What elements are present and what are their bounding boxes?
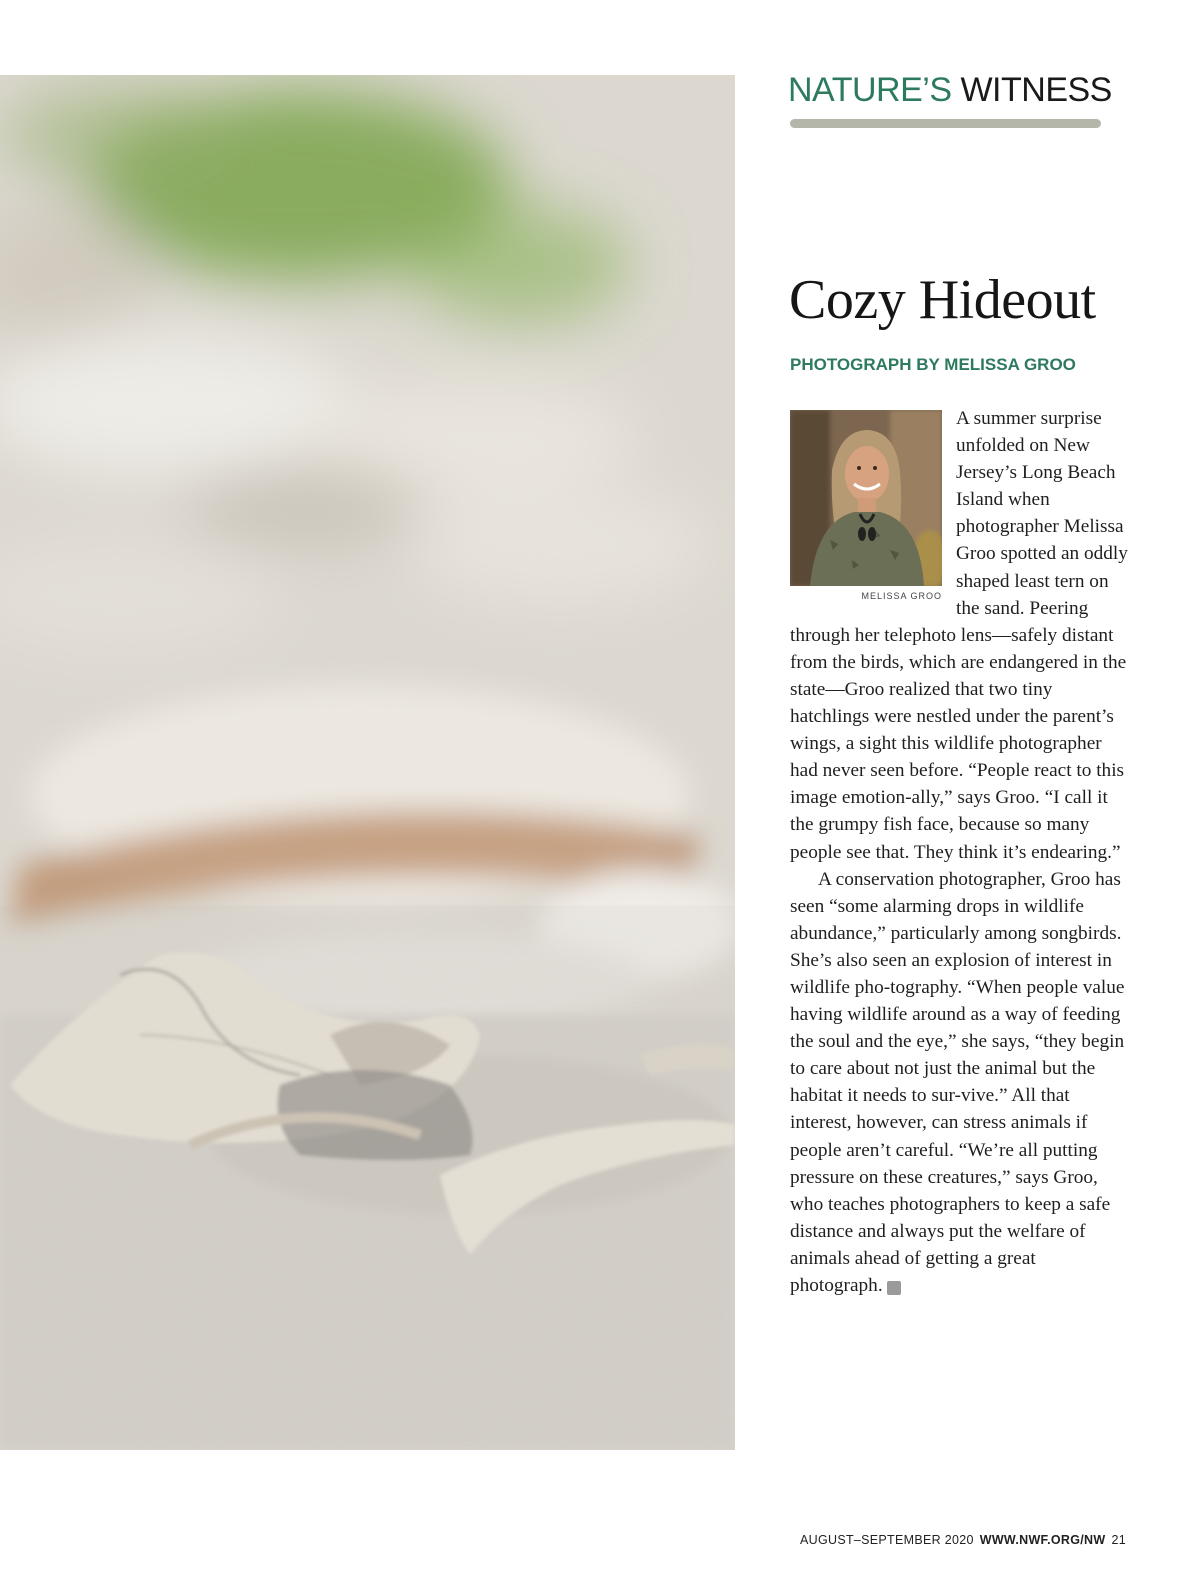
paragraph-2-wrap: [790, 866, 1130, 1300]
beach-shells-image: [0, 75, 735, 1450]
paragraph-1: A summer surprise unfolded on New Jersey’s Long Beach Island when photographer Melissa Groo spotted an oddly shaped least tern on the sand. Peering through her telephoto lens—safely distant from the birds, which are endangered in the state—Groo realized that two tiny hatchlings were nestled under the parent’s wings, a sight this wildlife photographer had never seen before. “People react to this image emotion-ally,” says Groo. “I call it the grumpy fish face, because so many people see that. They think it’s endearing.”: [790, 408, 1128, 863]
portrait-image: [790, 410, 942, 586]
end-mark-icon: W: [887, 1281, 901, 1295]
portrait-caption: MELISSA GROO: [861, 591, 942, 601]
photographer-portrait: [790, 410, 942, 602]
section-rule: [790, 119, 1101, 128]
hero-photograph: [0, 75, 735, 1450]
issue-date: AUGUST–SEPTEMBER 2020: [800, 1533, 974, 1547]
photo-byline: PHOTOGRAPH BY MELISSA GROO: [790, 355, 1076, 374]
kicker-part-2: WITNESS: [960, 71, 1112, 109]
article-body: [790, 405, 1130, 1299]
page-number: 21: [1111, 1533, 1126, 1547]
footer-url[interactable]: WWW.NWF.ORG/NW: [979, 1533, 1106, 1547]
page-footer: [800, 1532, 1126, 1548]
section-kicker: [788, 70, 1118, 110]
kicker-part-1: NATURE’S: [788, 71, 952, 109]
article-title: Cozy Hideout: [789, 269, 1096, 331]
paragraph-2: A conservation photographer, Groo has seen “some alarming drops in wildlife abundance,” particularly among songbirds. She’s also seen an explosion of interest in wildlife pho-tography. “When people value having wildlife around as a way of feeding the soul and the eye,” she says, “they begin to care about not just the animal but the habitat it needs to sur-vive.” All that interest, however, can stress animals if people aren’t careful. “We’re all putting pressure on these creatures,” says Groo, who teaches photographers to keep a safe distance and always put the welfare of animals ahead of getting a great photograph.: [790, 868, 1125, 1296]
